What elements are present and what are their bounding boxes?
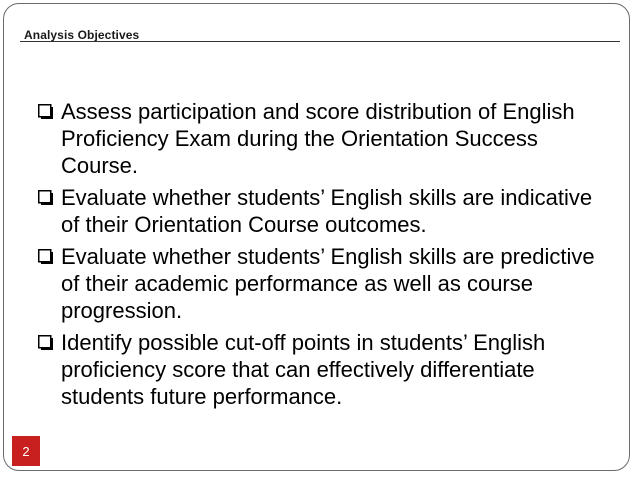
checkbox-icon bbox=[38, 190, 53, 205]
objectives-list bbox=[36, 98, 616, 415]
checkbox-icon bbox=[38, 249, 53, 264]
list-item-text: Assess participation and score distribution of English Proficiency Exam during the Orientation Success Course. bbox=[61, 99, 575, 178]
list-item bbox=[36, 184, 616, 238]
list-item bbox=[36, 243, 616, 324]
list-item-text: Evaluate whether students’ English skills are predictive of their academic performance as well as course progression. bbox=[61, 244, 595, 323]
list-item bbox=[36, 98, 616, 179]
list-item bbox=[36, 329, 616, 410]
page-number-badge: 2 bbox=[12, 436, 40, 466]
header-divider bbox=[20, 41, 620, 42]
slide-header-title: Analysis Objectives bbox=[24, 28, 140, 42]
list-item-text: Identify possible cut-off points in students’ English proficiency score that can effectively differentiate students future performance. bbox=[61, 330, 546, 409]
checkbox-icon bbox=[38, 104, 53, 119]
checkbox-icon bbox=[38, 335, 53, 350]
list-item-text: Evaluate whether students’ English skills are indicative of their Orientation Course outcomes. bbox=[61, 185, 593, 237]
